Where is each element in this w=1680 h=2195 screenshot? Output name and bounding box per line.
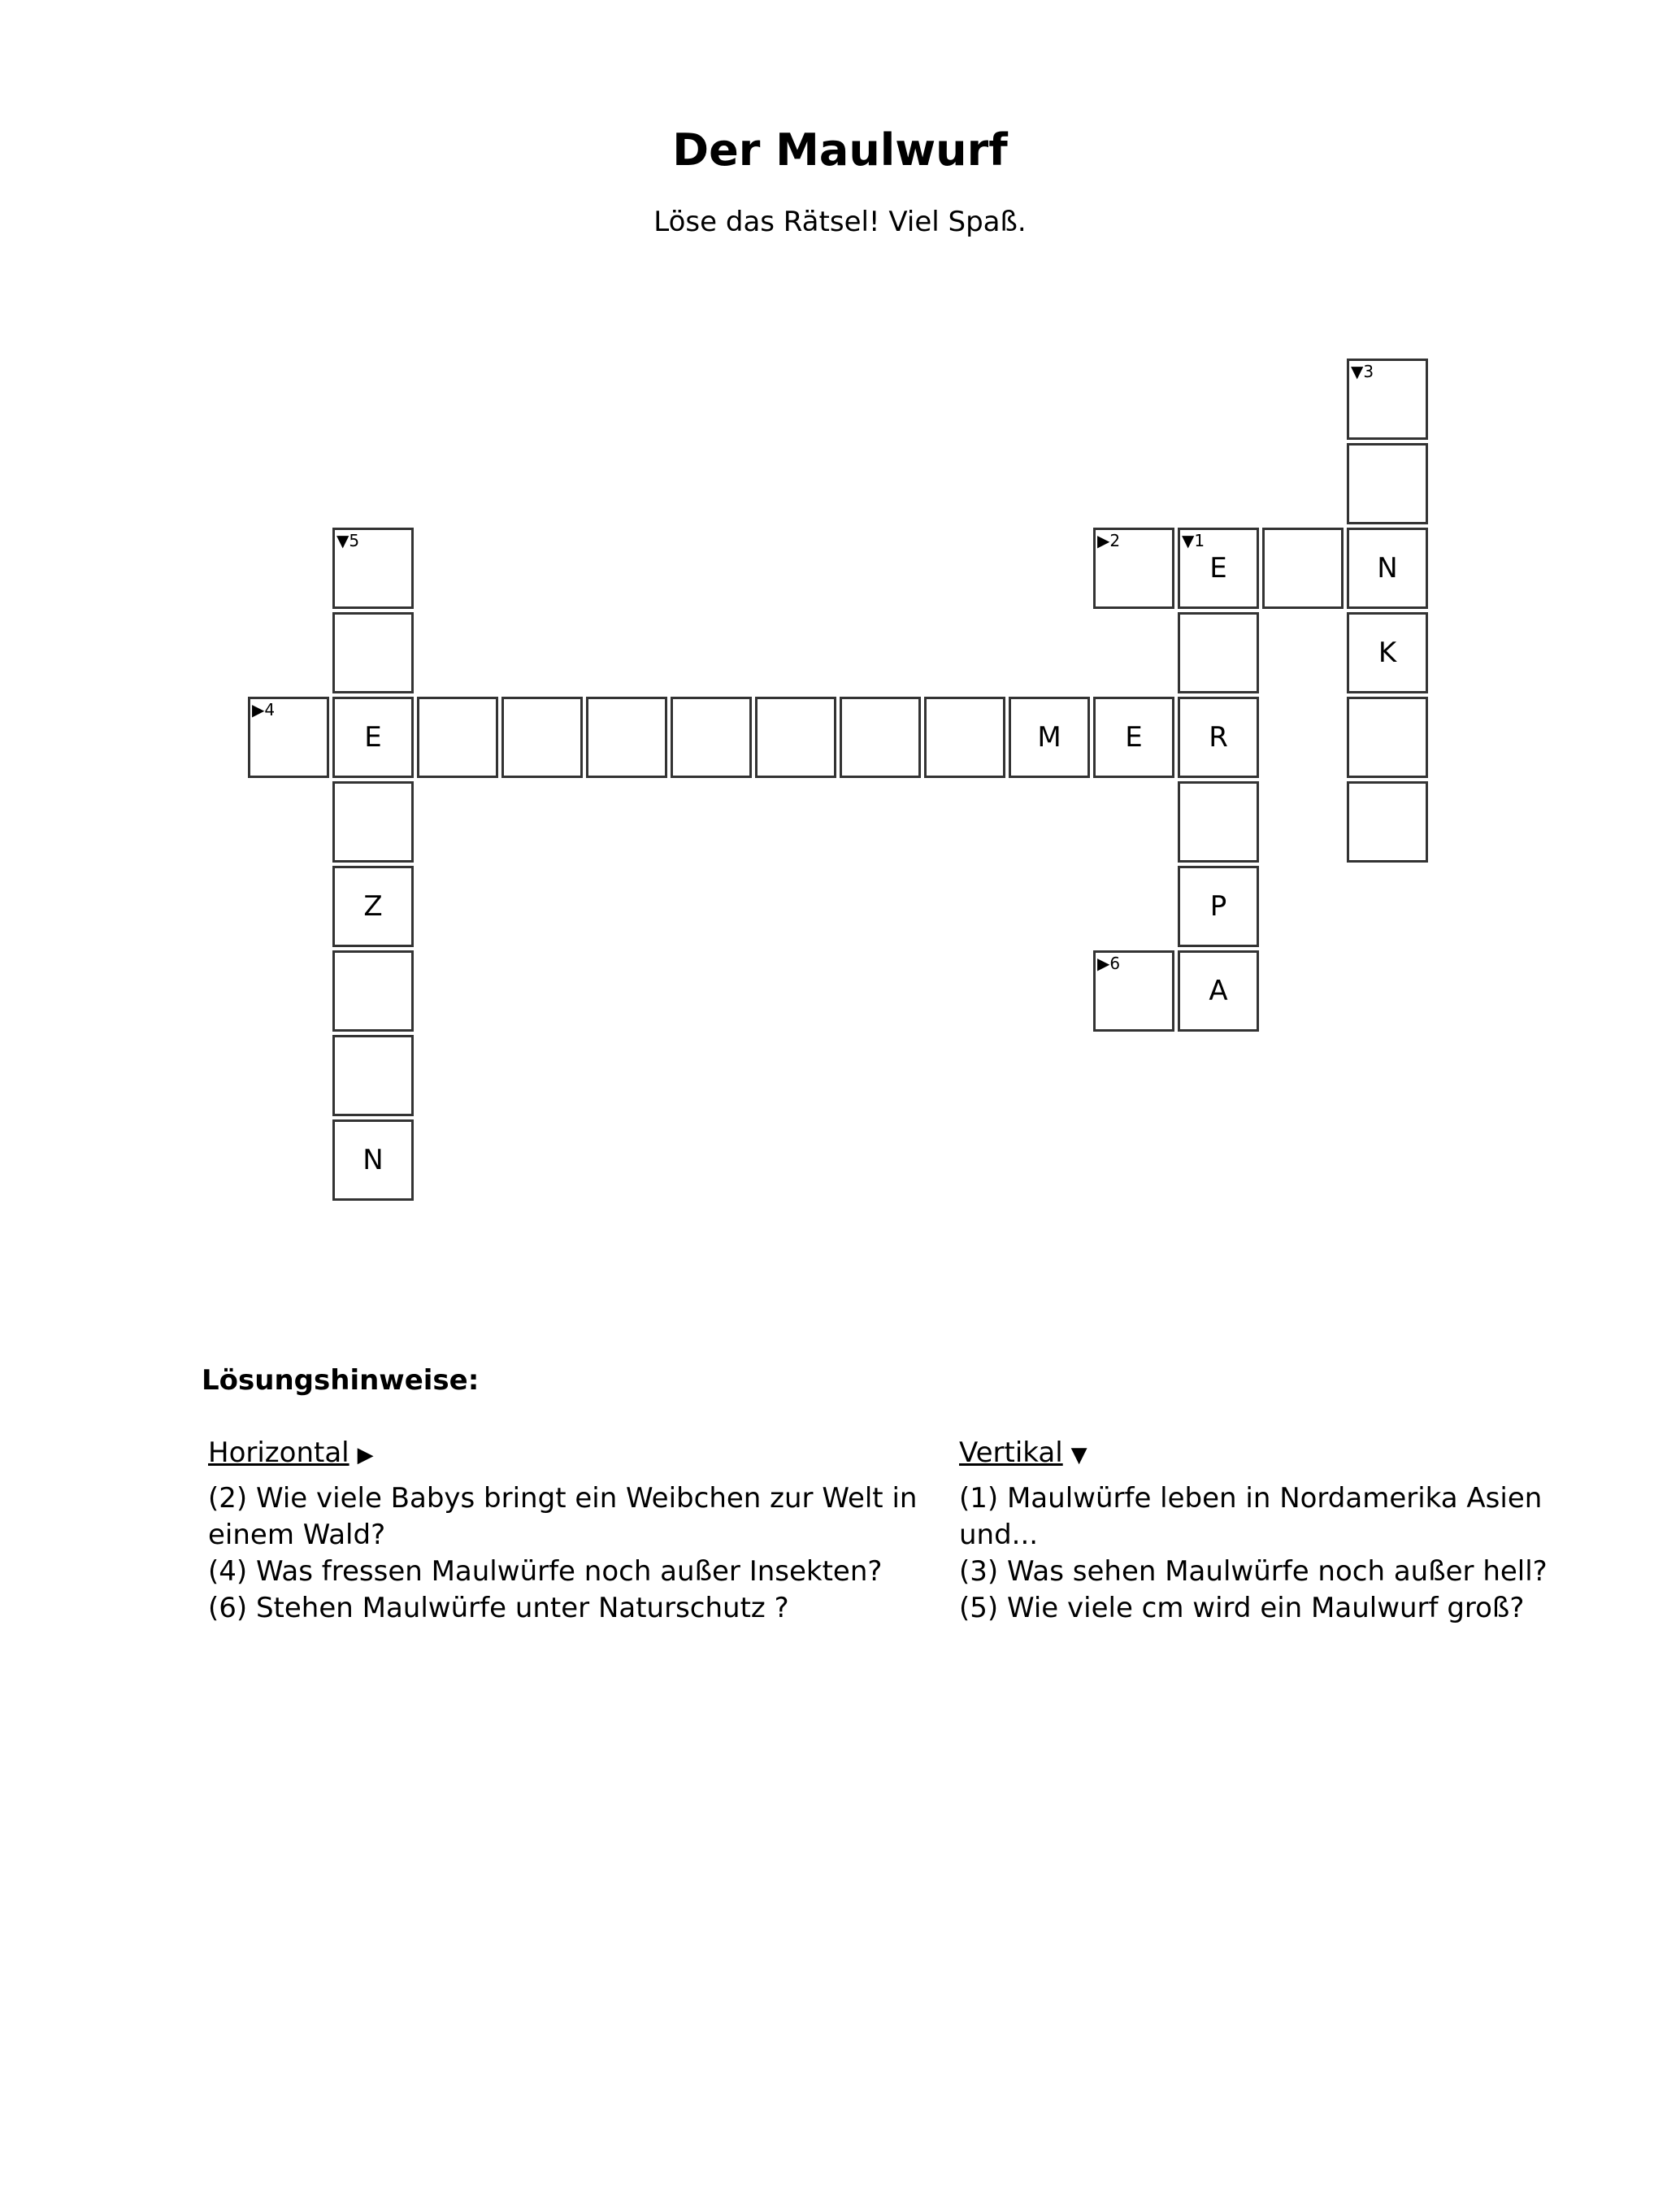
cell-letter (335, 615, 411, 691)
grid-cell[interactable] (1009, 697, 1090, 778)
clue-number: ▼3 (1351, 362, 1374, 381)
cell-letter (1096, 953, 1172, 1029)
vertical-clues (959, 1435, 1577, 1627)
cell-letter (1349, 699, 1426, 776)
grid-cell[interactable] (1347, 781, 1428, 863)
horizontal-label: Horizontal (208, 1437, 349, 1469)
grid-cell[interactable] (501, 697, 583, 778)
cell-letter (1349, 446, 1426, 522)
horizontal-heading (208, 1435, 940, 1474)
vertical-label: Vertikal (959, 1437, 1063, 1469)
grid-cell[interactable] (332, 528, 414, 609)
grid-cell[interactable] (1178, 528, 1259, 609)
cell-letter: E (1125, 721, 1143, 754)
cell-letter (250, 699, 327, 776)
cell-letter (504, 699, 580, 776)
cell-letter: P (1209, 890, 1227, 923)
vertical-heading (959, 1435, 1577, 1474)
grid-cell[interactable] (1347, 443, 1428, 524)
grid-cell[interactable] (1262, 528, 1344, 609)
cell-letter: K (1378, 637, 1397, 669)
grid-cell[interactable] (924, 697, 1005, 778)
horizontal-clues (208, 1435, 940, 1627)
grid-cell[interactable] (1178, 950, 1259, 1032)
grid-cell[interactable] (332, 781, 414, 863)
cell-letter (758, 699, 834, 776)
grid-cell[interactable] (248, 697, 329, 778)
cell-letter: E (364, 721, 382, 754)
grid-cell[interactable] (1347, 359, 1428, 440)
cell-letter (1180, 784, 1257, 860)
grid-cell[interactable] (332, 1035, 414, 1116)
clue-horizontal-2: (2) Wie viele Babys bringt ein Weibchen zur Welt in einem Wald? (208, 1482, 918, 1551)
cell-letter: M (1037, 721, 1061, 754)
clue-vertical-5: (5) Wie viele cm wird ein Maulwurf groß? (959, 1592, 1525, 1624)
clue-horizontal-4: (4) Was fressen Maulwürfe noch außer Insekten? (208, 1555, 883, 1588)
cell-letter (335, 784, 411, 860)
cell-letter (335, 1037, 411, 1114)
grid-cell[interactable] (1093, 697, 1174, 778)
grid-cell[interactable] (332, 612, 414, 693)
clue-number: ▶6 (1097, 954, 1121, 973)
grid-cell[interactable] (332, 697, 414, 778)
grid-cell[interactable] (332, 950, 414, 1032)
cell-letter: R (1209, 721, 1228, 754)
cell-letter (588, 699, 665, 776)
grid-cell[interactable] (755, 697, 836, 778)
cell-letter (1265, 530, 1341, 606)
cell-letter (1349, 361, 1426, 437)
grid-cell[interactable] (1178, 697, 1259, 778)
grid-cell[interactable] (1347, 697, 1428, 778)
grid-cell[interactable] (1093, 950, 1174, 1032)
cell-letter: A (1209, 975, 1228, 1007)
cell-letter (1349, 784, 1426, 860)
cell-letter (1180, 615, 1257, 691)
clue-vertical-3: (3) Was sehen Maulwürfe noch außer hell? (959, 1555, 1548, 1588)
cell-letter (419, 699, 496, 776)
clue-vertical-1: (1) Maulwürfe leben in Nordamerika Asien und... (959, 1482, 1543, 1551)
clue-number: ▶4 (252, 700, 276, 719)
subtitle: Löse das Rätsel! Viel Spaß. (653, 206, 1027, 238)
cell-letter (673, 699, 749, 776)
cell-letter: E (1209, 552, 1227, 585)
grid-cell[interactable] (1178, 612, 1259, 693)
page-title: Der Maulwurf (672, 124, 1008, 176)
cell-letter: N (362, 1144, 384, 1176)
cell-letter (927, 699, 1003, 776)
arrow-right-icon: ▶ (357, 1443, 374, 1467)
grid-cell[interactable] (417, 697, 498, 778)
cell-letter (335, 530, 411, 606)
cell-letter (335, 953, 411, 1029)
hints-title: Lösungshinweise: (202, 1364, 480, 1397)
clue-number: ▼1 (1182, 531, 1205, 550)
grid-cell[interactable] (1347, 528, 1428, 609)
cell-letter: Z (363, 890, 383, 923)
grid-cell[interactable] (332, 1119, 414, 1201)
grid-cell[interactable] (1178, 866, 1259, 947)
grid-cell[interactable] (1178, 781, 1259, 863)
clue-number: ▶2 (1097, 531, 1121, 550)
clue-number: ▼5 (336, 531, 360, 550)
grid-cell[interactable] (1347, 612, 1428, 693)
grid-cell[interactable] (1093, 528, 1174, 609)
cell-letter: N (1377, 552, 1398, 585)
grid-cell[interactable] (332, 866, 414, 947)
arrow-down-icon: ▼ (1070, 1443, 1087, 1467)
cell-letter (1096, 530, 1172, 606)
grid-cell[interactable] (671, 697, 752, 778)
clue-horizontal-6: (6) Stehen Maulwürfe unter Naturschutz ? (208, 1592, 789, 1624)
grid-cell[interactable] (840, 697, 921, 778)
cell-letter (842, 699, 918, 776)
grid-cell[interactable] (586, 697, 667, 778)
